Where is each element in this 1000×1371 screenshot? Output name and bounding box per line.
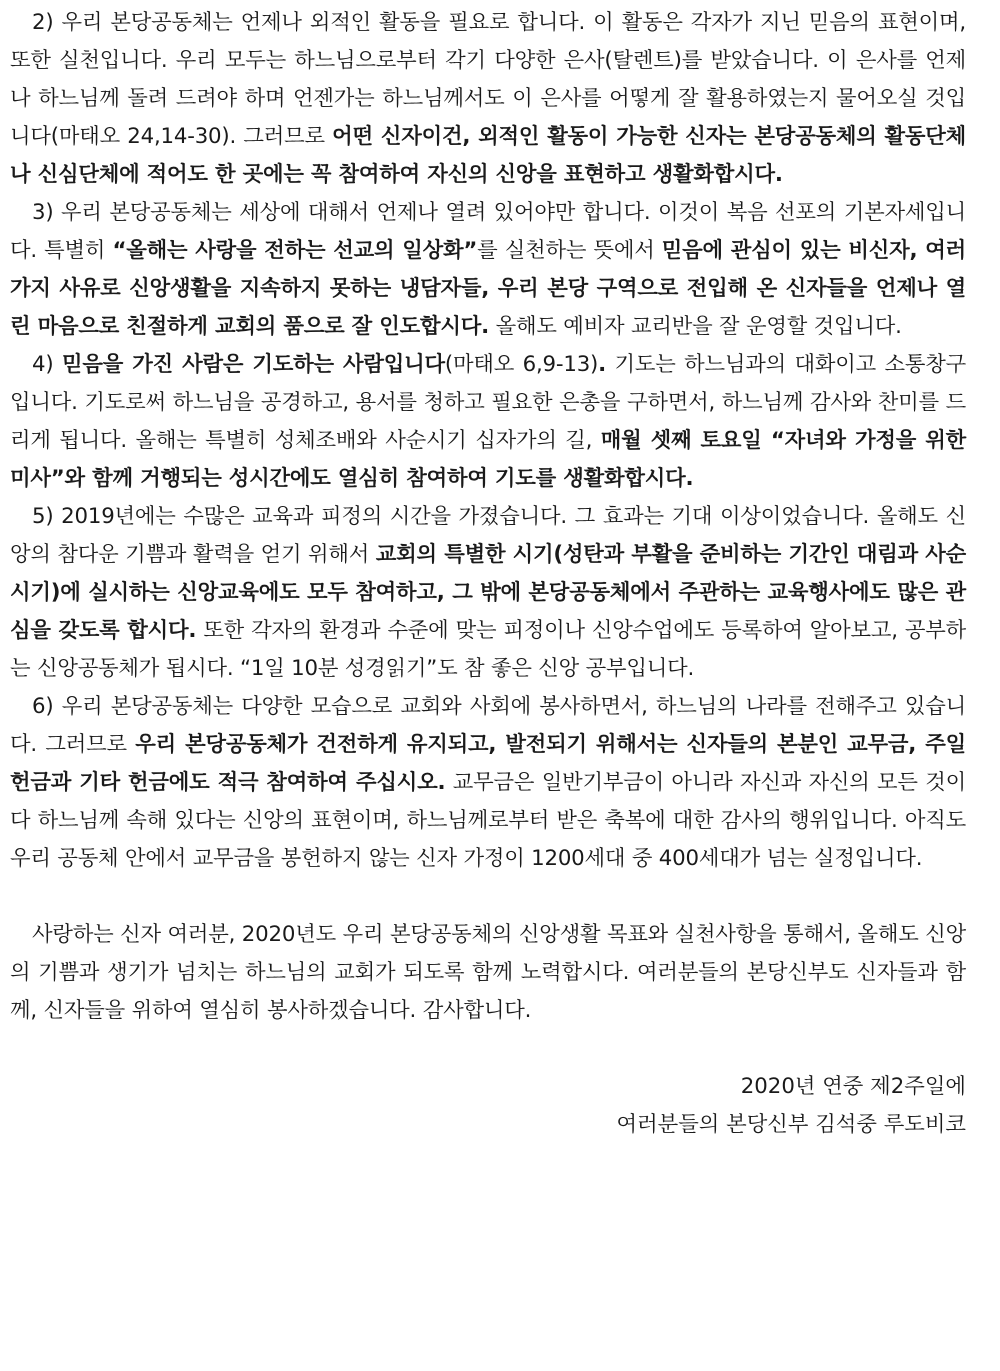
body-text: 를 실천하는 뜻에서 [477,238,662,263]
body-text: 3) 우리 본당공동체는 세상에 대해서 언제나 열려 있어야만 합니다. 이것이 복음 선포의 기본자세입니다. 특별히 [10,200,966,263]
paragraph-item-5 [10,498,966,688]
paragraph-item-3 [10,194,966,346]
paragraph-item-6 [10,688,966,878]
paragraph-item-2 [10,4,966,194]
closing-paragraph: 사랑하는 신자 여러분, 2020년도 우리 본당공동체의 신앙생활 목표와 실천사항을 통해서, 올해도 신앙의 기쁨과 생기가 넘치는 하느님의 교회가 되도록 함께 노력합시다. 여러분들의 본당신부도 신자들과 함께, 신자들을 위하여 열심히 봉사하겠습니다. 감사합니다. [10,922,966,1023]
body-text: 5) 2019년에는 수많은 교육과 피정의 시간을 가졌습니다. 그 효과는 기대 이상이었습니다. 올해도 신앙의 참다운 기쁨과 활력을 얻기 위해서 [10,504,966,567]
body-text: 4) [32,352,62,377]
emphasis-text: 믿음에 관심이 있는 비신자, 여러 가지 사유로 신앙생활을 지속하지 못하는 냉담자들, 우리 본당 구역으로 전입해 온 신자들을 언제나 열린 마음으로 친절하게 교회의 품으로 잘 인도합시다. [10,238,966,339]
emphasis-text: 매월 셋째 토요일 “자녀와 가정을 위한 미사”와 함께 거행되는 성시간에도 열심히 참여하여 기도를 생활화합시다. [10,428,966,491]
signature-date: 2020년 연중 제2주일에 [740,1074,966,1099]
emphasis-text: 우리 본당공동체가 건전하게 유지되고, 발전되기 위해서는 신자들의 본분인 교무금, 주일헌금과 기타 헌금에도 적극 참여하여 주십시오. [10,732,966,795]
emphasis-text: 믿음을 가진 사람은 기도하는 사람입니다 [61,352,445,377]
body-text: 교무금은 일반기부금이 아니라 자신과 자신의 모든 것이 다 하느님께 속해 있다는 신앙의 표현이며, 하느님께로부터 받은 축복에 대한 감사의 행위입니다. 아직도 우리 공동체 안에서 교무금을 봉헌하지 않는 신자 가정이 1200세대 중 400세대가 넘는 실정입니다. [10,770,966,871]
body-text: 기도는 하느님과의 대화이고 소통창구입니다. 기도로써 하느님을 공경하고, 용서를 청하고 필요한 은총을 구하면서, 하느님께 감사와 찬미를 드리게 됩니다. 올해는 특별히 성체조배와 사순시기 십자가의 길, [10,352,967,453]
signature-author: 여러분들의 본당신부 김석중 루도비코 [616,1112,966,1137]
signature-block [10,1068,966,1144]
emphasis-text: . [598,352,607,377]
body-text: 올해도 예비자 교리반을 잘 운영할 것입니다. [489,314,902,339]
paragraph-item-4 [10,346,966,498]
emphasis-text: “올해는 사랑을 전하는 선교의 일상화” [112,238,478,263]
body-paragraphs [10,4,966,878]
body-text: 2) 우리 본당공동체는 언제나 외적인 활동을 필요로 합니다. 이 활동은 각자가 지닌 믿음의 표현이며, 또한 실천입니다. 우리 모두는 하느님으로부터 각기 다양한 은사(탈렌트)를 받았습니다. 이 은사를 언제나 하느님께 돌려 드려야 하며 언젠가는 하느님께서도 이 은사를 어떻게 잘 활용하였는지 물어오실 것입니다(마태오 24,14-30). 그러므로 [10,10,966,149]
emphasis-text: 교회의 특별한 시기(성탄과 부활을 준비하는 기간인 대림과 사순시기)에 실시하는 신앙교육에도 모두 참여하고, 그 밖에 본당공동체에서 주관하는 교육행사에도 많은 관심을 갖도록 합시다. [10,542,966,643]
emphasis-text: 어떤 신자이건, 외적인 활동이 가능한 신자는 본당공동체의 활동단체나 신심단체에 적어도 한 곳에는 꼭 참여하여 자신의 신앙을 표현하고 생활화합시다. [10,124,966,187]
body-text: (마태오 6,9-13) [444,352,599,377]
body-text: 6) 우리 본당공동체는 다양한 모습으로 교회와 사회에 봉사하면서, 하느님의 나라를 전해주고 있습니다. 그러므로 [10,694,966,757]
body-text: 또한 각자의 환경과 수준에 맞는 피정이나 신앙수업에도 등록하여 알아보고, 공부하는 신앙공동체가 됩시다. “1일 10분 성경읽기”도 참 좋은 신앙 공부입니다. [10,618,966,681]
